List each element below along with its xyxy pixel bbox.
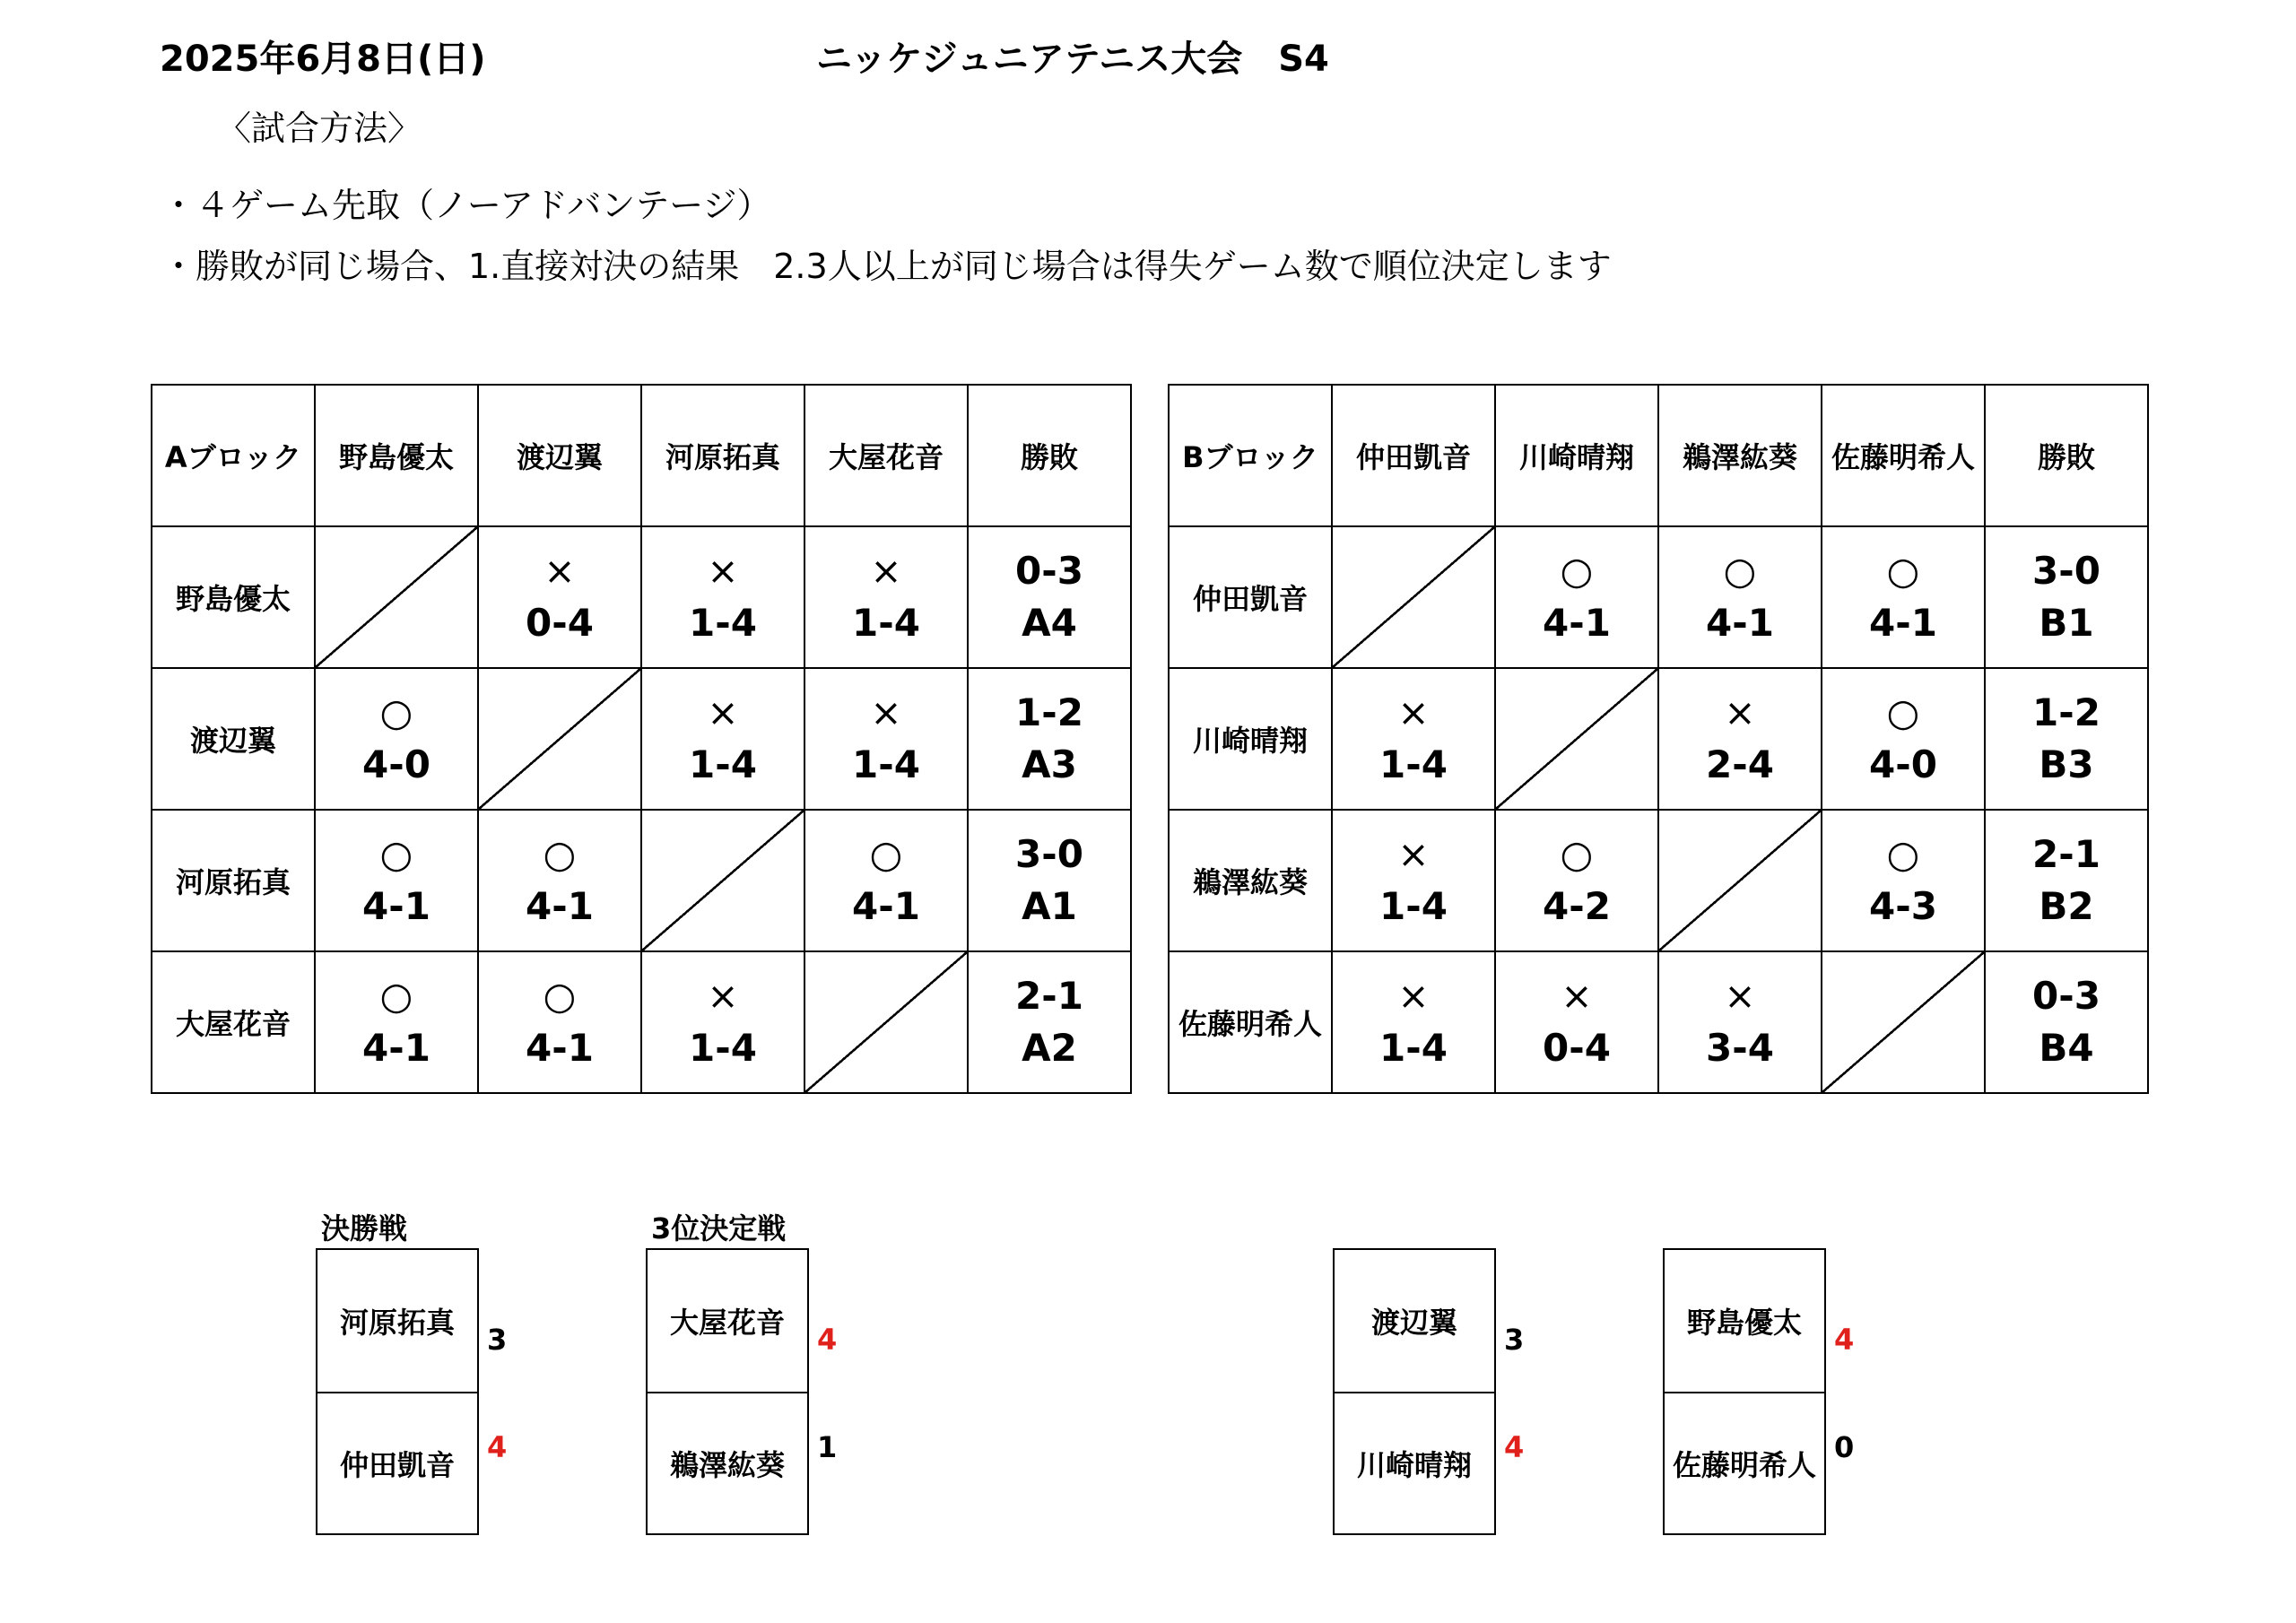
block-b-match-cell [1658, 668, 1822, 810]
block-b-table-row [1169, 951, 2148, 1093]
block-b-record-cell [1985, 951, 2148, 1093]
block-a-col-header-player: 渡辺翼 [478, 385, 641, 526]
block-a-match-cell [478, 951, 641, 1093]
win-mark-icon: ○ [543, 974, 577, 1018]
block-b-match-score: 4-1 [1869, 601, 1937, 645]
block-b-match-score: 2-4 [1706, 742, 1774, 786]
block-a-record-cell [968, 951, 1131, 1093]
block-b-win-loss: 1-2 [2032, 690, 2100, 734]
block-a-self-match-cell [641, 810, 804, 951]
block-a-block-name: Aブロック [152, 385, 315, 526]
block-b-match-score: 1-4 [1379, 884, 1448, 928]
fifth-bottom-score: 4 [1504, 1430, 1525, 1464]
block-b-table-row [1169, 810, 2148, 951]
block-a-rank: A4 [1022, 601, 1077, 645]
block-a-match-score: 4-1 [362, 1026, 430, 1070]
block-b-rank: B3 [2039, 742, 2094, 786]
block-a-match-cell [315, 668, 478, 810]
win-mark-icon: ○ [869, 832, 903, 876]
block-a-match-score: 4-1 [526, 1026, 594, 1070]
block-b-record-cell [1985, 526, 2148, 668]
fifth-top-score: 3 [1504, 1323, 1525, 1357]
block-b-record-cell [1985, 810, 2148, 951]
block-a-table-row [152, 951, 1131, 1093]
block-b-match-score: 3-4 [1706, 1026, 1774, 1070]
loss-mark-icon: × [544, 549, 576, 593]
block-b-row-header-player: 川崎晴翔 [1169, 668, 1332, 810]
block-b-match-score: 4-0 [1869, 742, 1937, 786]
block-a-match-score: 4-0 [362, 742, 430, 786]
block-a-col-header-player: 大屋花音 [804, 385, 968, 526]
block-a-col-header-player: 野島優太 [315, 385, 478, 526]
block-b-match-score: 4-2 [1543, 884, 1611, 928]
final-bottom-score: 4 [487, 1430, 508, 1464]
block-b-table [1168, 384, 2149, 1094]
seventh-bracket [1663, 1248, 1826, 1535]
block-b-self-match-cell [1658, 810, 1822, 951]
block-b-match-score: 4-3 [1869, 884, 1937, 928]
block-a-match-cell [641, 526, 804, 668]
block-a-record-cell [968, 810, 1131, 951]
third-top-player: 大屋花音 [669, 1306, 785, 1340]
block-a-match-cell [641, 668, 804, 810]
block-a-self-match-cell [315, 526, 478, 668]
block-b-match-cell [1495, 951, 1658, 1093]
loss-mark-icon: × [870, 690, 902, 734]
block-a-match-score: 1-4 [689, 742, 757, 786]
win-mark-icon: ○ [1886, 832, 1920, 876]
seventh-top-player: 野島優太 [1686, 1306, 1802, 1340]
fifth-top-player: 渡辺翼 [1370, 1306, 1457, 1340]
block-a-win-loss: 1-2 [1015, 690, 1083, 734]
block-b-block-name: Bブロック [1169, 385, 1332, 526]
loss-mark-icon: × [1397, 832, 1430, 876]
block-a-match-score: 4-1 [852, 884, 920, 928]
block-b-col-header-player: 鵜澤紘葵 [1658, 385, 1822, 526]
block-b-col-header-player: 仲田凱音 [1332, 385, 1495, 526]
block-b-self-match-cell [1332, 526, 1495, 668]
win-mark-icon: ○ [1886, 549, 1920, 593]
loss-mark-icon: × [870, 549, 902, 593]
match-method-heading: 〈試合方法〉 [217, 108, 422, 148]
loss-mark-icon: × [1561, 974, 1593, 1018]
event-title: ニッケジュニアテニス大会 S4 [816, 39, 1329, 80]
loss-mark-icon: × [707, 974, 739, 1018]
block-b-match-cell [1332, 951, 1495, 1093]
block-a-match-cell [315, 810, 478, 951]
block-b-rank: B1 [2039, 601, 2094, 645]
block-a-match-score: 4-1 [526, 884, 594, 928]
third-bottom-score: 1 [817, 1430, 838, 1464]
block-a-row-header-player: 河原拓真 [152, 810, 315, 951]
block-b-match-cell [1822, 668, 1985, 810]
block-a-match-score: 1-4 [689, 1026, 757, 1070]
win-mark-icon: ○ [379, 974, 413, 1018]
block-a-match-score: 0-4 [526, 601, 594, 645]
block-a-table-row [152, 668, 1131, 810]
fifth-bottom-player: 川崎晴翔 [1335, 1392, 1494, 1533]
block-b-match-score: 0-4 [1543, 1026, 1611, 1070]
block-a-table-row [152, 810, 1131, 951]
block-b-match-cell [1332, 810, 1495, 951]
block-b-win-loss: 3-0 [2032, 549, 2100, 593]
block-b-win-loss: 0-3 [2032, 974, 2100, 1018]
block-a-rank: A3 [1022, 742, 1077, 786]
block-b-row-header-player: 仲田凱音 [1169, 526, 1332, 668]
block-a-row-header-player: 渡辺翼 [152, 668, 315, 810]
block-b-table-row [1169, 668, 2148, 810]
block-a-self-match-cell [804, 951, 968, 1093]
win-mark-icon: ○ [379, 690, 413, 734]
win-mark-icon: ○ [543, 832, 577, 876]
block-a-row-header-player: 大屋花音 [152, 951, 315, 1093]
loss-mark-icon: × [1724, 690, 1756, 734]
block-a-self-match-cell [478, 668, 641, 810]
rule-tiebreak: ・勝敗が同じ場合、1.直接対決の結果 2.3人以上が同じ場合は得失ゲーム数で順位決定します [161, 247, 1612, 286]
block-b-match-cell [1822, 810, 1985, 951]
block-a-match-cell [804, 668, 968, 810]
block-b-col-header-player: 川崎晴翔 [1495, 385, 1658, 526]
block-a-match-score: 1-4 [689, 601, 757, 645]
rule-game-format: ・４ゲーム先取（ノーアドバンテージ） [161, 186, 771, 225]
block-a-match-cell [478, 526, 641, 668]
block-b-rank: B4 [2039, 1026, 2094, 1070]
block-a-match-score: 1-4 [852, 742, 920, 786]
final-top-player: 河原拓真 [339, 1306, 455, 1340]
block-a-win-loss: 2-1 [1015, 974, 1083, 1018]
block-a-match-cell [641, 951, 804, 1093]
block-a-record-cell [968, 526, 1131, 668]
block-a-match-cell [804, 810, 968, 951]
block-b-match-score: 1-4 [1379, 742, 1448, 786]
block-a-match-score: 1-4 [852, 601, 920, 645]
block-b-match-score: 4-1 [1543, 601, 1611, 645]
block-b-match-cell [1658, 951, 1822, 1093]
block-b-rank: B2 [2039, 884, 2094, 928]
block-a-col-header-player: 河原拓真 [641, 385, 804, 526]
win-mark-icon: ○ [1560, 549, 1594, 593]
block-b-col-header-record: 勝敗 [1985, 385, 2148, 526]
block-b-match-cell [1822, 526, 1985, 668]
block-b-row-header-player: 佐藤明希人 [1169, 951, 1332, 1093]
third-bottom-player: 鵜澤紘葵 [648, 1392, 807, 1533]
loss-mark-icon: × [1397, 974, 1430, 1018]
block-b-match-cell [1495, 810, 1658, 951]
block-a-table-row [152, 526, 1131, 668]
seventh-top-score: 4 [1834, 1323, 1855, 1357]
block-b-table-row [1169, 526, 2148, 668]
loss-mark-icon: × [1397, 690, 1430, 734]
final-label: 決勝戦 [321, 1211, 408, 1245]
block-b-match-score: 1-4 [1379, 1026, 1448, 1070]
block-b-self-match-cell [1822, 951, 1985, 1093]
block-b-col-header-player: 佐藤明希人 [1822, 385, 1985, 526]
block-b-row-header-player: 鵜澤紘葵 [1169, 810, 1332, 951]
block-a-col-header-record: 勝敗 [968, 385, 1131, 526]
block-a-row-header-player: 野島優太 [152, 526, 315, 668]
block-a-match-cell [315, 951, 478, 1093]
block-a-win-loss: 3-0 [1015, 832, 1083, 876]
third-bracket [646, 1248, 809, 1535]
loss-mark-icon: × [707, 549, 739, 593]
block-a-win-loss: 0-3 [1015, 549, 1083, 593]
block-b-win-loss: 2-1 [2032, 832, 2100, 876]
block-b-match-cell [1495, 526, 1658, 668]
block-a-match-cell [804, 526, 968, 668]
third-top-score: 4 [817, 1323, 838, 1357]
block-b-match-score: 4-1 [1706, 601, 1774, 645]
final-bottom-player: 仲田凱音 [317, 1392, 477, 1533]
third-place-label: 3位決定戦 [651, 1211, 787, 1245]
block-a-rank: A2 [1022, 1026, 1077, 1070]
final-top-score: 3 [487, 1323, 508, 1357]
block-b-match-cell [1332, 668, 1495, 810]
block-a-match-cell [478, 810, 641, 951]
win-mark-icon: ○ [1723, 549, 1757, 593]
loss-mark-icon: × [1724, 974, 1756, 1018]
loss-mark-icon: × [707, 690, 739, 734]
block-a-table [151, 384, 1132, 1094]
block-a-match-score: 4-1 [362, 884, 430, 928]
block-a-rank: A1 [1022, 884, 1077, 928]
block-a-record-cell [968, 668, 1131, 810]
block-b-match-cell [1658, 526, 1822, 668]
win-mark-icon: ○ [1886, 690, 1920, 734]
fifth-bracket [1333, 1248, 1496, 1535]
seventh-bottom-player: 佐藤明希人 [1665, 1392, 1824, 1533]
block-b-self-match-cell [1495, 668, 1658, 810]
event-date: 2025年6月8日(日) [160, 39, 486, 80]
win-mark-icon: ○ [379, 832, 413, 876]
final-bracket [316, 1248, 479, 1535]
win-mark-icon: ○ [1560, 832, 1594, 876]
block-b-record-cell [1985, 668, 2148, 810]
seventh-bottom-score: 0 [1834, 1430, 1855, 1464]
